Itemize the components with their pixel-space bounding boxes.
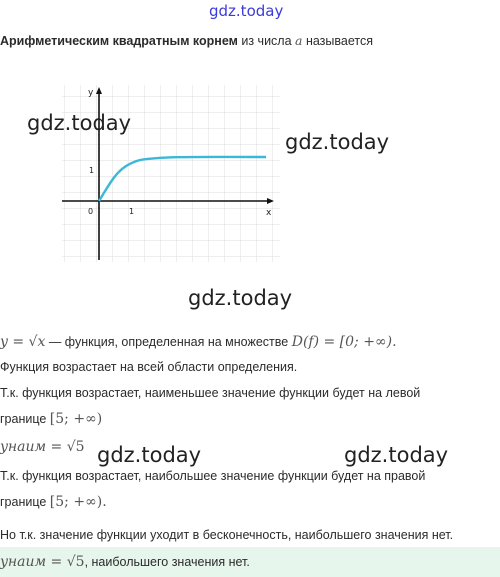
function-line bbox=[0, 334, 397, 350]
boundary-label: границе bbox=[0, 495, 50, 509]
conclusion-statement: Но т.к. значение функции уходит в бесконечность, наибольшего значения нет. bbox=[0, 528, 454, 542]
variable-a: a bbox=[295, 33, 303, 48]
definition-term: Арифметическим квадратным корнем bbox=[0, 34, 238, 48]
watermark: gdz.today bbox=[344, 443, 449, 467]
answer-line bbox=[0, 554, 250, 570]
sqrt-graph bbox=[0, 80, 290, 265]
function-formula: y = √x bbox=[0, 334, 46, 350]
definition-end: называется bbox=[302, 34, 373, 48]
interval-formula: [5; +∞). bbox=[49, 494, 107, 510]
x-tick-label: 1 bbox=[129, 207, 135, 216]
interval-formula: [5; +∞) bbox=[49, 411, 103, 427]
answer-text: , наибольшего значения нет. bbox=[84, 555, 250, 569]
watermark: gdz.today bbox=[188, 286, 293, 310]
min-statement: Т.к. функция возрастает, наименьшее значение функции будет на левой bbox=[0, 386, 421, 400]
y-axis-label: y bbox=[88, 88, 94, 98]
y-min-var: yнаим bbox=[0, 439, 47, 455]
watermark: gdz.today bbox=[285, 130, 390, 154]
definition-rest: из числа bbox=[237, 34, 296, 48]
domain-formula: D(f) = [0; +∞). bbox=[291, 334, 397, 350]
x-axis-label: x bbox=[266, 208, 272, 218]
answer-value: = √5 bbox=[46, 554, 85, 570]
origin-label: 0 bbox=[88, 207, 94, 216]
max-boundary bbox=[0, 494, 107, 510]
answer-var: yнаим bbox=[0, 554, 47, 570]
watermark: gdz.today bbox=[27, 111, 132, 135]
min-boundary bbox=[0, 411, 102, 427]
definition-text bbox=[0, 33, 373, 48]
watermark: gdz.today bbox=[209, 2, 284, 20]
function-text: — функция, определенная на множестве bbox=[45, 335, 292, 349]
increase-statement: Функция возрастает на всей области определения. bbox=[0, 360, 298, 374]
y-min-value: = √5 bbox=[46, 439, 85, 455]
y-tick-label: 1 bbox=[89, 166, 95, 175]
max-statement: Т.к. функция возрастает, наибольшее значение функции будет на правой bbox=[0, 469, 426, 483]
boundary-label: границе bbox=[0, 412, 50, 426]
min-value bbox=[0, 439, 85, 455]
watermark: gdz.today bbox=[97, 443, 202, 467]
